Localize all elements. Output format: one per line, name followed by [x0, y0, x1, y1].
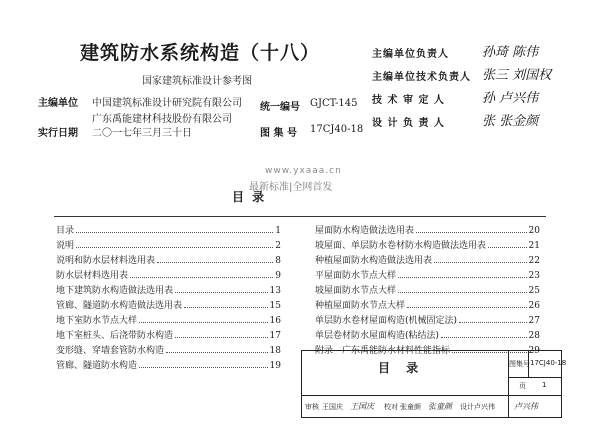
drawing-title: 建筑防水系统构造（十八）: [80, 42, 321, 64]
design-signature: 卢兴伟: [514, 402, 538, 411]
toc-item[interactable]: 地下室防水节点大样 16: [56, 316, 281, 326]
atlas-label: 图 集 号: [260, 128, 297, 139]
toc-divider: [54, 216, 546, 217]
toc-item[interactable]: 种植屋面防水构造做法选用表 22: [315, 256, 540, 266]
toc-item[interactable]: 地下室桩头、后浇带防水构造 17: [56, 331, 281, 341]
toc-item[interactable]: 附录 广东禹能防水材料性能指标 29: [315, 346, 540, 356]
toc-item[interactable]: 说明和防水层材料选用表 8: [56, 256, 281, 266]
toc-title: 目 录: [232, 190, 267, 204]
toc-item[interactable]: 坡屋面、单层防水卷材防水构造做法选用表 21: [315, 241, 540, 251]
toc-item[interactable]: 变形缝、穿墙套管防水构造 18: [56, 346, 281, 356]
title-block: [301, 350, 567, 418]
approver-signature: 孙 卢兴伟: [482, 91, 539, 106]
design-name: 卢兴伟: [474, 403, 495, 411]
title-block-title: 目 录: [378, 361, 425, 375]
check-signature: 张童颜: [428, 402, 452, 411]
atlas-no-value: 17CJ40-18: [530, 359, 567, 367]
unit-line2: 广东禹能建材科技股份有限公司: [92, 114, 232, 125]
approver-signature: 张 张金颜: [482, 114, 539, 129]
toc-item[interactable]: 说明 2: [56, 241, 281, 251]
toc-item[interactable]: 坡屋面防水节点大样 25: [315, 286, 540, 296]
review-label: 审核: [305, 403, 319, 411]
approver-role: 主编单位技术负责人: [372, 72, 471, 83]
watermark-site: www.yxaaa.cn: [265, 166, 342, 176]
toc-item[interactable]: 管廊、隧道防水构造做法选用表 15: [56, 301, 281, 311]
toc-item[interactable]: 管廊、隧道防水构造 19: [56, 361, 281, 371]
design-label: 设计: [460, 403, 474, 411]
toc-item[interactable]: 单层卷材防水屋面构造(粘结法) 28: [315, 331, 540, 341]
toc-item[interactable]: 种植屋面防水节点大样 26: [315, 301, 540, 311]
review-signature: 王国庆: [350, 402, 374, 411]
atlas-value: 17CJ40-18: [310, 124, 364, 135]
atlas-no-label: 图集号: [509, 360, 530, 368]
page-label: 页: [519, 382, 526, 390]
unit-label: 主编单位: [38, 98, 78, 109]
check-label: 校对: [384, 403, 398, 411]
approver-signature: 张三 刘国权: [482, 68, 552, 83]
approver-role: 主编单位负责人: [372, 49, 449, 60]
date-value: 二〇一七年三月三十日: [92, 128, 192, 139]
watermark-slogan: 最新标准|全网首发: [249, 182, 333, 193]
approver-role: 设 计 负 责 人: [372, 118, 445, 129]
review-name: 王国庆: [322, 403, 343, 411]
code-value: GJCT-145: [310, 98, 358, 109]
toc-item[interactable]: 屋面防水构造做法选用表 20: [315, 226, 540, 236]
approver-role: 技 术 审 定 人: [372, 95, 445, 106]
toc-item[interactable]: 地下建筑防水构造做法选用表 13: [56, 286, 281, 296]
toc-item[interactable]: 目录 1: [56, 226, 281, 236]
check-name: 张童颜: [400, 403, 421, 411]
approvers-block: [372, 37, 600, 137]
unit-line1: 中国建筑标准设计研究院有限公司: [92, 98, 242, 109]
toc-item[interactable]: 单层防水卷材屋面构造(机械固定法) 27: [315, 316, 540, 326]
page-value: 1: [542, 381, 547, 389]
toc-item[interactable]: 防水层材料选用表 9: [56, 271, 281, 281]
approver-signature: 孙琦 陈伟: [482, 45, 539, 60]
drawing-subtitle: 国家建筑标准设计参考图: [142, 76, 252, 87]
code-label: 统一编号: [260, 102, 300, 113]
toc-item[interactable]: 平屋面防水节点大样 23: [315, 271, 540, 281]
date-label: 实行日期: [38, 128, 78, 139]
